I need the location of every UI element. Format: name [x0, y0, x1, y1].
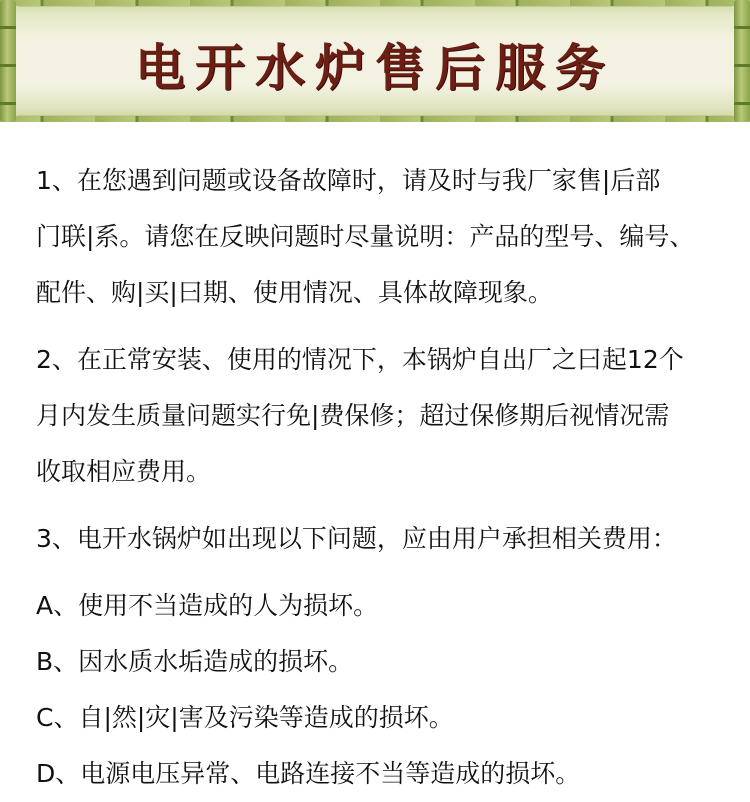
paragraph-line: 2、在正常安装、使用的情况下，本锅炉自出厂之曰起12个	[36, 345, 684, 374]
paragraph-line: 月内发生质量问题实行免|费保修；超过保修期后视情况需	[36, 401, 670, 430]
paragraph-contact	[36, 153, 726, 321]
paragraph-line: 1、在您遇到问题或设备故障时，请及时与我厂家售|后部	[36, 166, 661, 195]
service-terms	[36, 153, 726, 802]
list-item: D、电源电压异常、电路连接不当等造成的损坏。	[36, 759, 581, 788]
exclusion-list	[36, 578, 726, 802]
paragraph-exclusions	[36, 511, 726, 567]
paragraph-line: 3、电开水锅炉如出现以下问题，应由用户承担相关费用：	[36, 524, 677, 553]
title-banner	[0, 0, 750, 122]
bamboo-rail-bottom	[0, 116, 750, 122]
paragraph-line: 收取相应费用。	[36, 457, 212, 486]
paragraph-line: 门联|系。请您在反映问题时尽量说明：产品的型号、编号、	[36, 222, 695, 251]
list-item: C、自|然|灾|害及污染等造成的损坏。	[36, 703, 454, 732]
list-item: A、使用不当造成的人为损坏。	[36, 591, 379, 620]
list-item: B、因水质水垢造成的损坏。	[36, 647, 354, 676]
page-title: 电开水炉售后服务	[135, 38, 615, 97]
paragraph-line: 配件、购|买|曰期、使用情况、具体故障现象。	[36, 278, 553, 307]
paragraph-warranty	[36, 332, 726, 500]
